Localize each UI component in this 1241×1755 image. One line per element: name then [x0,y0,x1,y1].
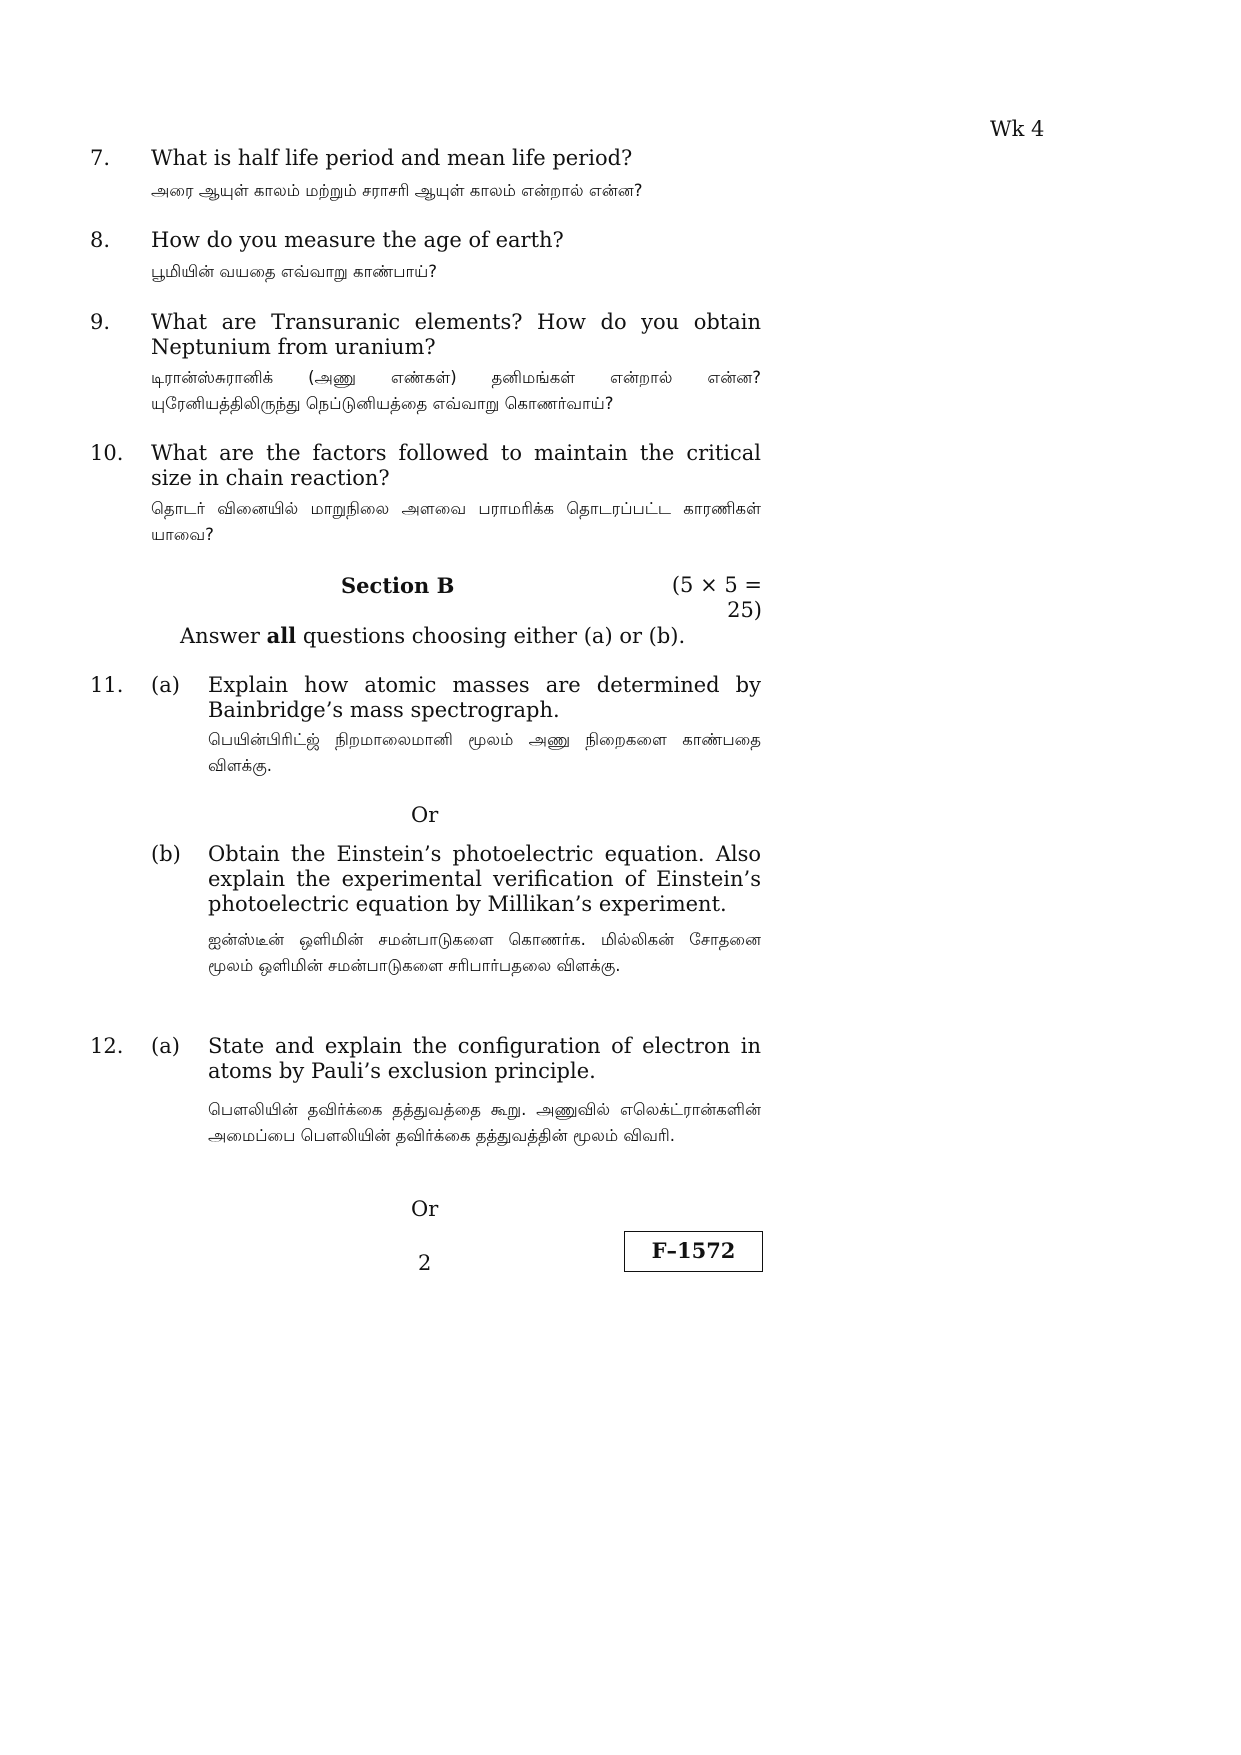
question-text-tamil: பூமியின் வயதை எவ்வாறு காண்பாய்? [151,262,438,281]
section-marks: (5 × 5 = 25) [671,573,762,622]
paper-code-box: F–1572 [624,1231,763,1272]
question-text-english: What are the factors followed to maintain the critical size in chain reaction? [151,441,761,490]
section-title: Section B [341,573,455,598]
question-text-english: What are Transuranic elements? How do you obtain Neptunium from uranium? [151,310,761,359]
question-number: 12. [90,1034,124,1058]
question-text-tamil: தொடர் வினையில் மாறுநிலை அளவை பராமரிக்க தொடரப்பட்ட காரணிகள் யாவை? [151,499,761,544]
question-text-english: Obtain the Einstein’s photoelectric equation. Also explain the experimental verification of Einstein’s photoelectric equation by Millikan’s experiment. [208,842,761,916]
question-text-tamil: டிரான்ஸ்சுரானிக் (அணு எண்கள்) தனிமங்கள் என்றால் என்ன? யுரேனியத்திலிருந்து நெப்டுனியத்தை எவ்வாறு கொணர்வாய்? [151,368,761,413]
option-label: (b) [151,842,181,866]
question-text-tamil: பௌலியின் தவிர்க்கை தத்துவத்தை கூறு. அணுவில் எலெக்ட்ரான்களின் அமைப்பை பௌலியின் தவிர்க்கை தத்துவத்தின் மூலம் விவரி. [208,1100,761,1145]
or-separator: Or [411,803,439,827]
question-number: 10. [90,441,124,465]
question-text-english: How do you measure the age of earth? [151,228,564,252]
section-instruction: Answer all questions choosing either (a) or (b). [180,623,686,648]
question-text-english: What is half life period and mean life period? [151,146,633,170]
question-text-english: State and explain the configuration of electron in atoms by Pauli’s exclusion principle. [208,1034,761,1083]
question-text-tamil: ஐன்ஸ்டீன் ஒளிமின் சமன்பாடுகளை கொணர்க. மில்லிகன் சோதனை மூலம் ஒளிமின் சமன்பாடுகளை சரிபார்பதலை விளக்கு. [208,930,761,975]
question-number: 8. [90,228,111,252]
question-number: 11. [90,673,124,697]
question-text-english: Explain how atomic masses are determined by Bainbridge’s mass spectrograph. [208,673,761,722]
question-number: 9. [90,310,111,334]
page-number: 2 [418,1251,432,1275]
option-label: (a) [151,673,180,697]
option-label: (a) [151,1034,180,1058]
question-text-tamil: அரை ஆயுள் காலம் மற்றும் சராசரி ஆயுள் காலம் என்றால் என்ன? [151,181,643,200]
page-code: Wk 4 [990,117,1045,141]
question-text-tamil: பெயின்பிரிட்ஜ் நிறமாலைமானி மூலம் அணு நிறைகளை காண்பதை விளக்கு. [208,730,761,775]
or-separator: Or [411,1197,439,1221]
question-number: 7. [90,146,111,170]
